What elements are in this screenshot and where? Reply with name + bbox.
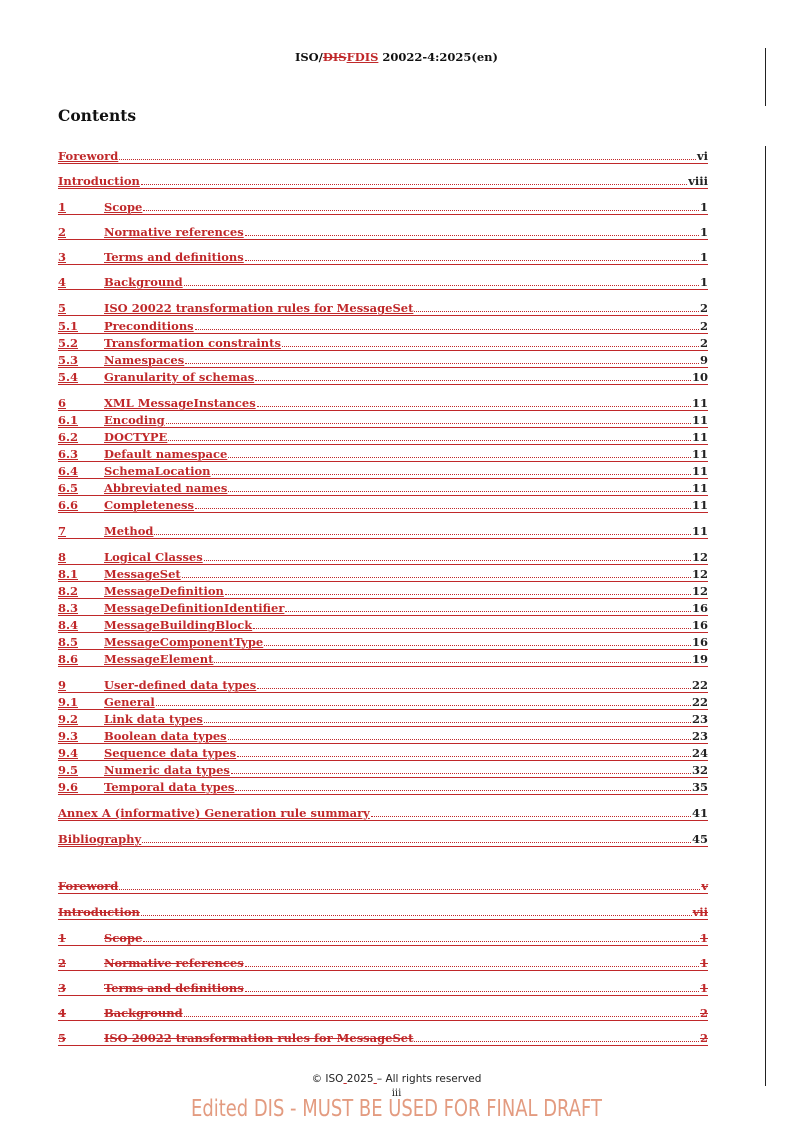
- toc-entry-page: 11: [691, 481, 708, 495]
- toc-entry-page: vi: [696, 149, 708, 163]
- toc-entry-page: 9: [699, 353, 708, 367]
- toc-dot-leader: [214, 661, 691, 663]
- toc-entry-page: 12: [691, 584, 708, 598]
- toc-entry-number: 1: [58, 200, 67, 214]
- toc-dot-leader: [255, 379, 691, 381]
- toc-entry-page: 23: [691, 729, 708, 743]
- toc-dot-leader: [184, 1015, 699, 1017]
- toc-entry[interactable]: [58, 831, 708, 847]
- toc-entry-title: Completeness: [104, 498, 194, 512]
- toc-entry-title: MessageDefinition: [104, 584, 224, 598]
- toc-entry-title: Background: [104, 275, 183, 289]
- toc-dot-leader: [228, 456, 691, 458]
- toc-dot-leader: [253, 627, 691, 629]
- toc-entry-title: Annex A (informative) Generation rule summary: [58, 806, 370, 820]
- toc-dot-leader: [285, 610, 691, 612]
- toc-entry-number: 3: [58, 250, 67, 264]
- toc-entry-title: Terms and definitions: [104, 981, 244, 995]
- toc-entry-title: Numeric data types: [104, 763, 230, 777]
- toc-entry-title: Abbreviated names: [104, 481, 228, 495]
- toc-entry-title: Scope: [104, 931, 143, 945]
- toc-entry[interactable]: [58, 728, 708, 744]
- toc-entry[interactable]: [58, 980, 708, 996]
- toc-entry-number: 6: [58, 396, 67, 410]
- toc-entry-page: 1: [699, 275, 708, 289]
- toc-dot-leader: [168, 439, 691, 441]
- toc-entry-number: 2: [58, 956, 67, 970]
- toc-entry-page: vii: [692, 905, 708, 919]
- toc-entry[interactable]: [58, 566, 708, 582]
- toc-entry[interactable]: [58, 199, 708, 215]
- toc-entry-number: 5: [58, 301, 67, 315]
- toc-entry-page: 22: [691, 695, 708, 709]
- toc-dot-leader: [182, 576, 691, 578]
- toc-dot-leader: [184, 284, 699, 286]
- page-number: iii: [391, 1088, 402, 1099]
- toc-entry[interactable]: [58, 651, 708, 667]
- toc-entry-title: MessageElement: [104, 652, 214, 666]
- toc-entry-page: 11: [691, 464, 708, 478]
- toc-entry-number: 9: [58, 678, 67, 692]
- toc-entry-title: Namespaces: [104, 353, 185, 367]
- copyright-footer: [0, 1073, 793, 1085]
- toc-entry-page: 2: [699, 1006, 708, 1020]
- toc-entry-page: 2: [699, 319, 708, 333]
- toc-entry-title: Transformation constraints: [104, 336, 281, 350]
- toc-entry-title: Preconditions: [104, 319, 194, 333]
- toc-dot-leader: [237, 755, 691, 757]
- toc-entry[interactable]: [58, 497, 708, 513]
- toc-dot-leader: [414, 310, 699, 312]
- toc-entry-page: 11: [691, 498, 708, 512]
- toc-entry-number: 2: [58, 225, 67, 239]
- toc-entry-page: 16: [691, 601, 708, 615]
- page-header: [0, 50, 793, 64]
- copyright-a: © ISO: [311, 1073, 344, 1085]
- toc-entry[interactable]: [58, 300, 708, 316]
- toc-entry-title: XML MessageInstances: [104, 396, 256, 410]
- toc-entry-title: Terms and definitions: [104, 250, 244, 264]
- toc-entry-page: v: [701, 879, 708, 893]
- toc-entry-page: 12: [691, 550, 708, 564]
- toc-entry-number: 6.5: [58, 481, 79, 495]
- toc-entry[interactable]: [58, 352, 708, 368]
- toc-entry-page: 41: [691, 806, 708, 820]
- toc-entry-number: 6.1: [58, 413, 79, 427]
- toc-dot-leader: [156, 704, 691, 706]
- toc-entry[interactable]: [58, 904, 708, 920]
- toc-dot-leader: [225, 593, 691, 595]
- toc-entry-number: 5.1: [58, 319, 79, 333]
- toc-entry[interactable]: [58, 446, 708, 462]
- header-deleted-text: DIS: [322, 50, 347, 64]
- toc-entry-page: 1: [699, 956, 708, 970]
- toc-entry[interactable]: [58, 335, 708, 351]
- toc-entry-page: viii: [688, 174, 708, 188]
- toc-entry[interactable]: [58, 762, 708, 778]
- toc-entry-number: 8.1: [58, 567, 79, 581]
- toc-entry-title: Sequence data types: [104, 746, 237, 760]
- toc-entry-title: SchemaLocation: [104, 464, 211, 478]
- toc-entry-number: 6.4: [58, 464, 79, 478]
- toc-dot-leader: [204, 721, 691, 723]
- toc-entry-number: 1: [58, 931, 67, 945]
- toc-entry-number: 9.5: [58, 763, 79, 777]
- toc-entry-page: 1: [699, 200, 708, 214]
- toc-entry-page: 16: [691, 635, 708, 649]
- toc-entry-page: 12: [691, 567, 708, 581]
- toc-entry-title: MessageComponentType: [104, 635, 264, 649]
- toc-entry-title: MessageBuildingBlock: [104, 618, 253, 632]
- toc-entry[interactable]: [58, 779, 708, 795]
- toc-entry[interactable]: [58, 745, 708, 761]
- toc-entry-title: Logical Classes: [104, 550, 203, 564]
- toc-dot-leader: [245, 965, 699, 967]
- toc-entry[interactable]: [58, 583, 708, 599]
- toc-entry[interactable]: [58, 549, 708, 565]
- toc-entry[interactable]: [58, 1030, 708, 1046]
- toc-entry[interactable]: [58, 463, 708, 479]
- toc-dot-leader: [264, 644, 691, 646]
- toc-dot-leader: [204, 559, 691, 561]
- toc-dot-leader: [235, 789, 691, 791]
- toc-dot-leader: [154, 533, 691, 535]
- toc-entry-page: 24: [691, 746, 708, 760]
- toc-entry-title: Bibliography: [58, 832, 142, 846]
- toc-entry-number: 6.6: [58, 498, 79, 512]
- toc-entry-page: 11: [691, 524, 708, 538]
- toc-entry-title: Boolean data types: [104, 729, 227, 743]
- toc-entry-page: 10: [691, 370, 708, 384]
- toc-entry-page: 11: [691, 430, 708, 444]
- toc-dot-leader: [195, 507, 691, 509]
- toc-dot-leader: [414, 1040, 699, 1042]
- toc-dot-leader: [228, 738, 691, 740]
- toc-entry[interactable]: [58, 173, 708, 189]
- toc-entry-number: 9.6: [58, 780, 79, 794]
- toc-entry[interactable]: [58, 274, 708, 290]
- toc-dot-leader: [257, 687, 691, 689]
- toc-dot-leader: [166, 422, 691, 424]
- toc-entry-page: 45: [691, 832, 708, 846]
- header-prefix: ISO/: [294, 50, 323, 64]
- toc-entry[interactable]: [58, 249, 708, 265]
- toc-entry-number: 3: [58, 981, 67, 995]
- toc-dot-leader: [143, 940, 699, 942]
- toc-entry-title: Link data types: [104, 712, 203, 726]
- contents-title: Contents: [58, 106, 137, 125]
- toc-entry-title: Method: [104, 524, 154, 538]
- toc-entry-page: 32: [691, 763, 708, 777]
- toc-entry-title: Background: [104, 1006, 183, 1020]
- toc-entry-number: 4: [58, 275, 67, 289]
- toc-entry-title: DOCTYPE: [104, 430, 168, 444]
- toc-entry-title: Granularity of schemas: [104, 370, 255, 384]
- toc-dot-leader: [141, 914, 692, 916]
- toc-entry-number: 8.3: [58, 601, 79, 615]
- toc-dot-leader: [212, 473, 691, 475]
- toc-entry-page: 16: [691, 618, 708, 632]
- toc-entry[interactable]: [58, 523, 708, 539]
- toc-entry-title: MessageSet: [104, 567, 181, 581]
- toc-entry-page: 2: [699, 1031, 708, 1045]
- toc-entry-title: Normative references: [104, 225, 244, 239]
- toc-dot-leader: [228, 490, 691, 492]
- toc-entry-number: 9.2: [58, 712, 79, 726]
- toc-dot-leader: [371, 815, 691, 817]
- toc-entry-number: 8.6: [58, 652, 79, 666]
- toc-entry[interactable]: [58, 480, 708, 496]
- toc-dot-leader: [119, 888, 700, 890]
- toc-entry-page: 11: [691, 447, 708, 461]
- toc-entry-number: 7: [58, 524, 67, 538]
- toc-dot-leader: [231, 772, 691, 774]
- toc-entry-title: MessageDefinitionIdentifier: [104, 601, 285, 615]
- toc-entry-number: 8.2: [58, 584, 79, 598]
- toc-entry[interactable]: [58, 395, 708, 411]
- toc-entry-page: 2: [699, 301, 708, 315]
- toc-dot-leader: [245, 990, 699, 992]
- toc-entry-title: Default namespace: [104, 447, 228, 461]
- toc-entry[interactable]: [58, 805, 708, 821]
- toc-entry[interactable]: [58, 930, 708, 946]
- toc-entry-page: 1: [699, 225, 708, 239]
- toc-entry[interactable]: [58, 955, 708, 971]
- toc-entry-title: Temporal data types: [104, 780, 235, 794]
- toc-entry-title: Normative references: [104, 956, 244, 970]
- toc-entry-page: 22: [691, 678, 708, 692]
- toc-dot-leader: [257, 405, 691, 407]
- toc-entry-number: 9.3: [58, 729, 79, 743]
- toc-entry-number: 8.4: [58, 618, 79, 632]
- change-bar-main: [765, 146, 766, 1086]
- toc-entry-number: 4: [58, 1006, 67, 1020]
- toc-entry[interactable]: [58, 677, 708, 693]
- toc-entry-title: Foreword: [58, 149, 119, 163]
- toc-entry-title: Foreword: [58, 879, 119, 893]
- copyright-b: 2025: [346, 1073, 374, 1085]
- toc-entry[interactable]: [58, 600, 708, 616]
- toc-entry-page: 11: [691, 413, 708, 427]
- toc-entry-page: 1: [699, 981, 708, 995]
- toc-entry[interactable]: [58, 634, 708, 650]
- toc-entry[interactable]: [58, 694, 708, 710]
- toc-entry-title: Encoding: [104, 413, 165, 427]
- toc-dot-leader: [282, 345, 699, 347]
- toc-entry[interactable]: [58, 429, 708, 445]
- toc-entry[interactable]: [58, 412, 708, 428]
- toc-entry-number: 5.2: [58, 336, 79, 350]
- toc-entry[interactable]: [58, 318, 708, 334]
- toc-entry-title: Introduction: [58, 174, 140, 188]
- toc-entry[interactable]: [58, 711, 708, 727]
- toc-entry-page: 35: [691, 780, 708, 794]
- toc-dot-leader: [143, 209, 699, 211]
- toc-dot-leader: [119, 158, 696, 160]
- toc-entry-page: 11: [691, 396, 708, 410]
- toc-entry-number: 9.4: [58, 746, 79, 760]
- toc-entry-number: 9.1: [58, 695, 79, 709]
- toc-dot-leader: [185, 362, 699, 364]
- toc-entry-title: User-defined data types: [104, 678, 257, 692]
- header-suffix: 20022-4:2025(en): [378, 50, 498, 64]
- toc-entry[interactable]: [58, 878, 708, 894]
- toc-entry[interactable]: [58, 369, 708, 385]
- toc-entry-title: ISO 20022 transformation rules for MessageSet: [104, 1031, 414, 1045]
- change-bar-top: [765, 48, 766, 106]
- toc-entry-number: 5.3: [58, 353, 79, 367]
- toc-entry[interactable]: [58, 148, 708, 164]
- toc-entry[interactable]: [58, 224, 708, 240]
- toc-entry-page: 23: [691, 712, 708, 726]
- toc-entry-page: 1: [699, 931, 708, 945]
- toc-entry-page: 2: [699, 336, 708, 350]
- toc-dot-leader: [142, 841, 691, 843]
- toc-entry-page: 1: [699, 250, 708, 264]
- toc-entry[interactable]: [58, 617, 708, 633]
- toc-entry-title: Scope: [104, 200, 143, 214]
- toc-entry-number: 8: [58, 550, 67, 564]
- toc-entry-page: 19: [691, 652, 708, 666]
- watermark: Edited DIS - MUST BE USED FOR FINAL DRAFT: [190, 1096, 603, 1122]
- toc-entry-title: Introduction: [58, 905, 140, 919]
- header-inserted-text: FDIS: [346, 50, 379, 64]
- toc-dot-leader: [195, 328, 699, 330]
- copyright-c: – All rights reserved: [376, 1073, 482, 1085]
- toc-entry[interactable]: [58, 1005, 708, 1021]
- toc-entry-number: 6.2: [58, 430, 79, 444]
- toc-entry-number: 5: [58, 1031, 67, 1045]
- toc-entry-number: 8.5: [58, 635, 79, 649]
- toc-entry-number: 5.4: [58, 370, 79, 384]
- toc-dot-leader: [141, 183, 687, 185]
- toc-entry-title: ISO 20022 transformation rules for MessageSet: [104, 301, 414, 315]
- toc-entry-title: General: [104, 695, 155, 709]
- toc-dot-leader: [245, 259, 699, 261]
- toc-entry-number: 6.3: [58, 447, 79, 461]
- toc-dot-leader: [245, 234, 699, 236]
